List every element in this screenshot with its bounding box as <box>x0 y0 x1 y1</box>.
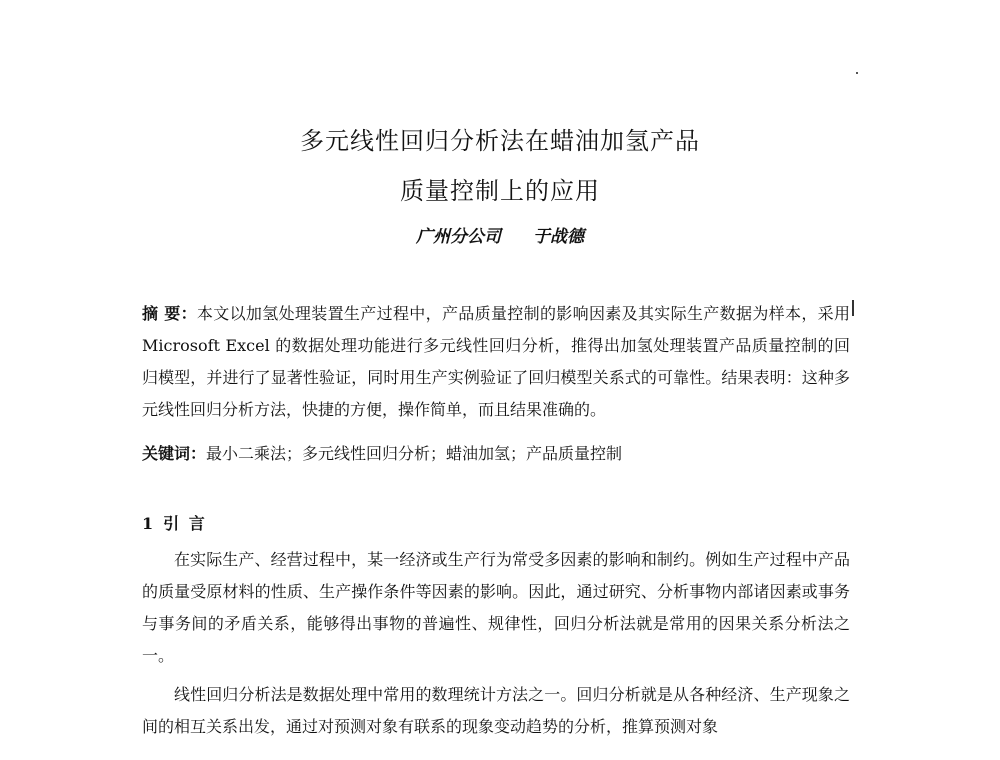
abstract <box>142 298 850 426</box>
section-title: 引 言 <box>163 514 207 533</box>
keywords <box>142 438 850 470</box>
paper-title-line-1: 多元线性回归分析法在蜡油加氢产品 <box>300 127 700 155</box>
section-body <box>142 544 850 750</box>
body-paragraph: 线性回归分析法是数据处理中常用的数理统计方法之一。回归分析就是从各种经济、生产现象之间的相互关系出发，通过对预测对象有联系的现象变动趋势的分析，推算预测对象 <box>142 685 850 736</box>
abstract-label: 摘 要： <box>142 304 197 323</box>
author-name: 于战德 <box>532 227 584 247</box>
keywords-text: 最小二乘法；多元线性回归分析；蜡油加氢；产品质量控制 <box>206 444 623 463</box>
abstract-text: 本文以加氢处理装置生产过程中，产品质量控制的影响因素及其实际生产数据为样本，采用 Microsoft Excel 的数据处理功能进行多元线性回归分析，推得出加氢处理装置产品质量控制的回归模型，并进行了显著性验证，同时用生产实例验证了回归模型关系式的可靠性。结果表明：这种多元线性回归分析方法，快捷的方便，操作简单，而且结果准确的。 <box>142 304 850 419</box>
section-number: 1 <box>142 514 156 533</box>
section-heading <box>142 511 207 534</box>
author-affiliation: 广州分公司 <box>416 227 502 247</box>
scan-edge-mark <box>852 300 854 316</box>
paper-title-line-2: 质量控制上的应用 <box>400 177 600 205</box>
scan-speck <box>856 72 858 74</box>
keywords-label: 关键词： <box>142 444 207 463</box>
body-paragraph: 在实际生产、经营过程中，某一经济或生产行为常受多因素的影响和制约。例如生产过程中产品的质量受原材料的性质、生产操作条件等因素的影响。因此，通过研究、分析事物内部诸因素或事务与事务间的矛盾关系，能够得出事物的普遍性、规律性，回归分析法就是常用的因果关系分析法之一。 <box>142 550 850 665</box>
author-line <box>0 222 1000 247</box>
